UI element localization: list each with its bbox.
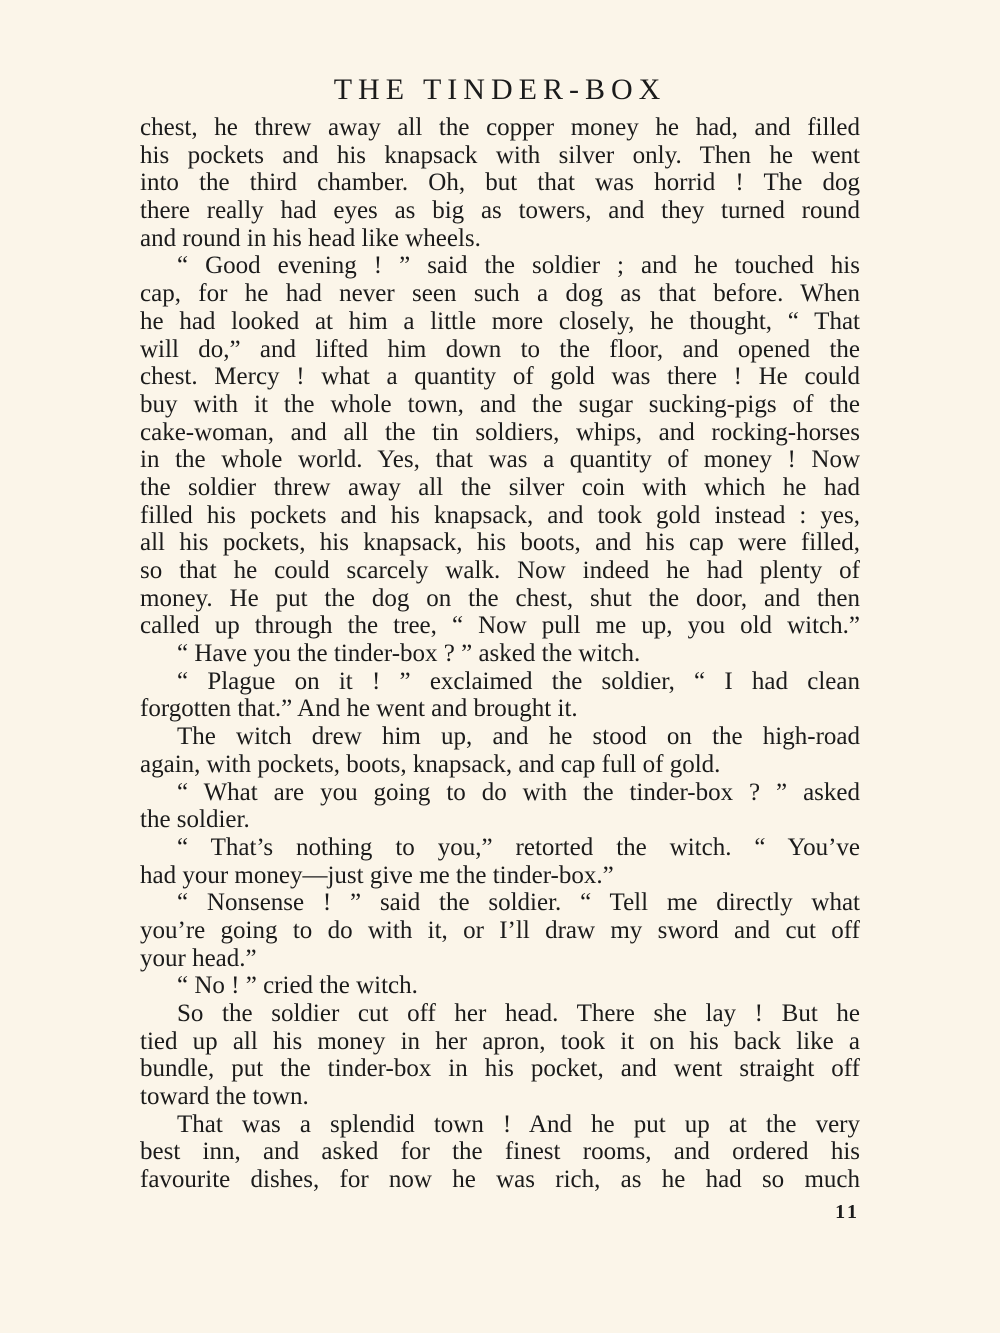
running-head-title: THE TINDER-BOX [333,73,667,106]
text-line: so that he could scarcely walk. Now indeed he had plenty of [140,557,860,584]
text-line: forgotten that.” And he went and brought it. [140,695,578,723]
text-line: favourite dishes, for now he was rich, as he had so much [140,1166,860,1194]
text-line: all his pockets, his knapsack, his boots, and his cap were filled, [140,529,860,557]
text-line: and round in his head like wheels. [140,224,481,252]
text-line: money. He put the dog on the chest, shut the door, and then [140,584,860,612]
text-line: chest, he threw away all the copper money he had, and filled [140,114,860,141]
text-line: your head.” [140,944,257,972]
text-line: “ What are you going to do with the tinder-box ? ” asked [177,778,860,806]
text-line: “ Plague on it ! ” exclaimed the soldier, “ I had clean [177,667,860,695]
body-text [140,114,860,1194]
text-line: into the third chamber. Oh, but that was horrid ! The dog [140,169,860,197]
text-line: had your money—just give me the tinder-box.” [140,861,614,889]
text-line: best inn, and asked for the finest rooms, and ordered his [140,1138,860,1166]
text-line: chest. Mercy ! what a quantity of gold was there ! He could [140,363,860,391]
text-line: “ Good evening ! ” said the soldier ; and he touched his [177,252,860,280]
text-line: the soldier threw away all the silver coin with which he had [140,473,860,501]
text-line: you’re going to do with it, or I’ll draw my sword and cut off [140,916,860,944]
text-line: there really had eyes as big as towers, and they turned round [140,197,860,225]
page-number: 11 [835,1201,860,1223]
text-line: his pockets and his knapsack with silver only. Then he went [140,141,860,169]
text-line: cake-woman, and all the tin soldiers, whips, and rocking-horses [140,418,860,446]
text-line: So the soldier cut off her head. There she lay ! But he [177,1000,860,1027]
text-line: That was a splendid town ! And he put up at the very [177,1110,860,1138]
text-line: “ No ! ” cried the witch. [177,972,418,1000]
text-line: tied up all his money in her apron, took it on his back like a [140,1027,860,1055]
text-line: bundle, put the tinder-box in his pocket, and went straight off [140,1055,860,1083]
text-line: “ That’s nothing to you,” retorted the witch. “ You’ve [177,833,860,861]
text-line: the soldier. [140,806,250,834]
text-line: toward the town. [140,1083,309,1111]
text-line: in the whole world. Yes, that was a quantity of money ! Now [140,446,860,474]
text-line: will do,” and lifted him down to the floor, and opened the [140,335,860,363]
text-line: again, with pockets, boots, knapsack, and cap full of gold. [140,750,721,778]
text-line: filled his pockets and his knapsack, and took gold instead : yes, [140,501,860,529]
text-line: called up through the tree, “ Now pull me up, you old witch.” [140,612,860,640]
text-line: cap, for he had never seen such a dog as that before. When [140,280,860,308]
text-line: buy with it the whole town, and the sugar sucking-pigs of the [140,390,860,418]
text-line: “ Nonsense ! ” said the soldier. “ Tell me directly what [177,889,860,917]
text-line: he had looked at him a little more closely, he thought, “ That [140,307,860,335]
text-line: “ Have you the tinder-box ? ” asked the witch. [177,640,641,668]
text-line: The witch drew him up, and he stood on the high-road [177,723,860,751]
